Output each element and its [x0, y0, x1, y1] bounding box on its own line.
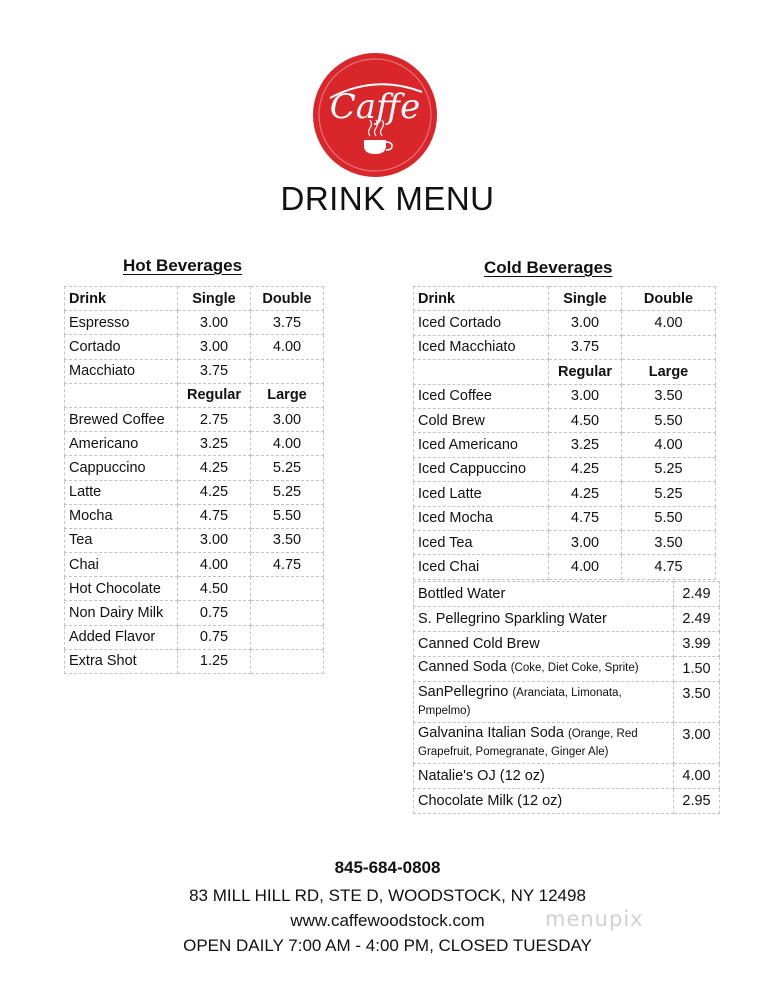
drink-name: Non Dairy Milk [65, 601, 178, 625]
drink-price [622, 335, 716, 359]
extra-drink-row [414, 582, 720, 607]
column-header: Large [251, 383, 324, 407]
drink-price: 4.75 [251, 553, 324, 577]
drink-price: 4.00 [251, 335, 324, 359]
column-header: Drink [414, 287, 549, 311]
drink-name [414, 607, 674, 632]
menu-row [65, 480, 324, 504]
drink-name: Cappuccino [65, 456, 178, 480]
menu-row [414, 530, 716, 554]
drink-price: 5.50 [622, 506, 716, 530]
extra-drink-row [414, 789, 720, 814]
column-header: Single [178, 287, 251, 311]
drink-name: Iced Macchiato [414, 335, 549, 359]
drink-price: 4.00 [178, 553, 251, 577]
drink-name-text: Canned Cold Brew [418, 636, 540, 652]
cup-icon [364, 140, 386, 154]
drink-name: Hot Chocolate [65, 577, 178, 601]
drink-price: 4.75 [549, 506, 622, 530]
drink-name: Iced Americano [414, 433, 549, 457]
menu-row [414, 482, 716, 506]
drink-name: Espresso [65, 311, 178, 335]
menu-row [65, 577, 324, 601]
drink-name [414, 723, 674, 764]
drink-name [414, 657, 674, 682]
header-row [65, 383, 324, 407]
drink-price: 3.00 [549, 530, 622, 554]
drink-price: 5.25 [251, 480, 324, 504]
drink-name: Iced Chai [414, 555, 549, 579]
drink-price: 3.50 [622, 530, 716, 554]
menu-row [65, 601, 324, 625]
drink-price: 5.25 [251, 456, 324, 480]
drink-flavors-note: (Orange, Red Grapefruit, Pomegranate, Ginger Ale) [418, 728, 638, 758]
drink-price: 3.50 [674, 682, 720, 723]
drink-price: 5.50 [251, 504, 324, 528]
drink-price [251, 649, 324, 673]
drink-name-text: Canned Soda [418, 659, 507, 675]
drink-price: 2.49 [674, 607, 720, 632]
menu-row [65, 407, 324, 431]
menu-row [65, 504, 324, 528]
cold-beverages-heading: Cold Beverages [484, 258, 613, 277]
extra-drink-row [414, 632, 720, 657]
drink-price: 3.00 [251, 407, 324, 431]
drink-price: 4.50 [178, 577, 251, 601]
menu-row [65, 649, 324, 673]
drink-price [251, 359, 324, 383]
menu-row [65, 553, 324, 577]
drink-name-text: Galvanina Italian Soda [418, 725, 564, 741]
drink-name: Iced Cortado [414, 311, 549, 335]
menu-row [65, 359, 324, 383]
menu-row [414, 433, 716, 457]
drink-name: Cortado [65, 335, 178, 359]
drink-flavors-note: (Coke, Diet Coke, Sprite) [510, 662, 639, 674]
drink-price: 4.25 [178, 480, 251, 504]
drink-price: 3.25 [178, 432, 251, 456]
drink-name: Chai [65, 553, 178, 577]
drink-price: 1.50 [674, 657, 720, 682]
drink-name-text: SanPellegrino [418, 684, 509, 700]
column-header: Regular [178, 383, 251, 407]
opening-hours: OPEN DAILY 7:00 AM - 4:00 PM, CLOSED TUESDAY [183, 936, 592, 955]
drink-price: 3.00 [178, 311, 251, 335]
drink-price: 3.75 [251, 311, 324, 335]
column-header: Double [622, 287, 716, 311]
drink-price: 3.25 [549, 433, 622, 457]
drink-name: Americano [65, 432, 178, 456]
drink-price: 2.49 [674, 582, 720, 607]
menu-title: DRINK MENU [280, 180, 495, 217]
column-header [414, 360, 549, 384]
header-row [65, 287, 324, 311]
drink-name: Mocha [65, 504, 178, 528]
extra-drink-row [414, 607, 720, 632]
menu-row [414, 384, 716, 408]
address: 83 MILL HILL RD, STE D, WOODSTOCK, NY 12498 [189, 886, 586, 905]
menu-row [414, 555, 716, 579]
drink-price: 3.00 [674, 723, 720, 764]
drink-name: Iced Coffee [414, 384, 549, 408]
column-header: Large [622, 360, 716, 384]
drink-name: Macchiato [65, 359, 178, 383]
drink-price: 3.99 [674, 632, 720, 657]
watermark: menupix [545, 907, 644, 931]
drink-price: 4.75 [622, 555, 716, 579]
cold-beverages-table [413, 286, 716, 580]
drink-price: 5.25 [622, 482, 716, 506]
logo-text: Caffe [329, 87, 421, 127]
hot-beverages-heading: Hot Beverages [123, 256, 243, 275]
menu-row [65, 432, 324, 456]
drink-name: Iced Tea [414, 530, 549, 554]
drink-price: 0.75 [178, 601, 251, 625]
drink-name-text: Chocolate Milk (12 oz) [418, 793, 563, 809]
drink-price: 4.25 [178, 456, 251, 480]
drink-name [414, 582, 674, 607]
drink-price: 4.00 [622, 433, 716, 457]
drink-price: 3.00 [549, 311, 622, 335]
drink-name [414, 632, 674, 657]
drink-price: 1.25 [178, 649, 251, 673]
drink-flavors-note: (Aranciata, Limonata, Pmpelmo) [418, 687, 622, 717]
column-header [65, 383, 178, 407]
drink-price: 5.25 [622, 457, 716, 481]
website-link[interactable]: www.caffewoodstock.com [290, 911, 485, 930]
drink-name-text: Natalie's OJ (12 oz) [418, 768, 545, 784]
drink-name: Latte [65, 480, 178, 504]
extra-drink-row [414, 723, 720, 764]
drink-price [251, 625, 324, 649]
column-header: Drink [65, 287, 178, 311]
drink-price: 3.00 [549, 384, 622, 408]
phone-number: 845-684-0808 [334, 858, 441, 877]
drink-name: Added Flavor [65, 625, 178, 649]
header-row [414, 360, 716, 384]
menu-row [65, 625, 324, 649]
drink-price: 4.50 [549, 408, 622, 432]
drink-price: 4.00 [251, 432, 324, 456]
hot-beverages-table [64, 286, 324, 674]
drink-name [414, 764, 674, 789]
drink-price: 4.25 [549, 482, 622, 506]
extra-drink-row [414, 657, 720, 682]
menu-row [414, 457, 716, 481]
menu-row [65, 456, 324, 480]
header-row [414, 287, 716, 311]
drink-price: 2.95 [674, 789, 720, 814]
drink-price: 4.25 [549, 457, 622, 481]
drink-price: 0.75 [178, 625, 251, 649]
drink-price: 3.00 [178, 528, 251, 552]
drink-name-text: S. Pellegrino Sparkling Water [418, 611, 607, 627]
extra-drink-row [414, 682, 720, 723]
drink-name: Extra Shot [65, 649, 178, 673]
drink-name: Iced Latte [414, 482, 549, 506]
menu-row [414, 311, 716, 335]
caffe-logo [312, 52, 438, 178]
drink-name [414, 789, 674, 814]
drink-name: Brewed Coffee [65, 407, 178, 431]
drink-price: 5.50 [622, 408, 716, 432]
column-header: Double [251, 287, 324, 311]
drink-name: Iced Cappuccino [414, 457, 549, 481]
drink-price: 4.00 [549, 555, 622, 579]
menu-row [65, 335, 324, 359]
drink-price: 4.75 [178, 504, 251, 528]
drink-price: 3.50 [622, 384, 716, 408]
drink-price: 3.75 [178, 359, 251, 383]
drink-price: 4.00 [622, 311, 716, 335]
drink-name-text: Bottled Water [418, 586, 506, 602]
drink-name [414, 682, 674, 723]
menu-row [414, 408, 716, 432]
drink-price [251, 601, 324, 625]
menu-row [65, 528, 324, 552]
drink-price: 4.00 [674, 764, 720, 789]
drink-price: 3.50 [251, 528, 324, 552]
drink-name: Iced Mocha [414, 506, 549, 530]
menu-row [414, 506, 716, 530]
drink-price: 2.75 [178, 407, 251, 431]
drink-price: 3.75 [549, 335, 622, 359]
menu-row [65, 311, 324, 335]
column-header: Single [549, 287, 622, 311]
column-header: Regular [549, 360, 622, 384]
extra-drink-row [414, 764, 720, 789]
other-drinks-table [413, 581, 720, 814]
drink-name: Tea [65, 528, 178, 552]
menu-row [414, 335, 716, 359]
drink-price: 3.00 [178, 335, 251, 359]
drink-price [251, 577, 324, 601]
drink-name: Cold Brew [414, 408, 549, 432]
